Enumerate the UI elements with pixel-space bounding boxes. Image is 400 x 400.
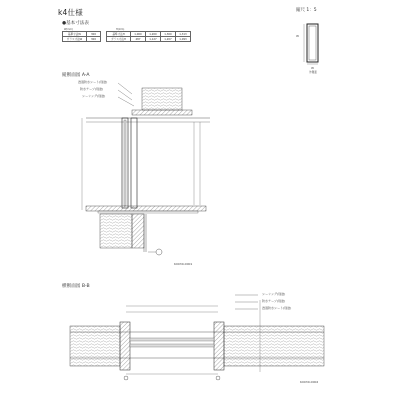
section-a-title: 縦断面図 A-A <box>62 73 90 78</box>
section-a-code: K0030-0001 <box>174 262 193 266</box>
table-group-w-label: W(mm) <box>64 28 73 31</box>
table-cell: 基準寸法W <box>63 32 87 37</box>
table-group-h-label: H(mm) <box>116 28 125 31</box>
leader-line <box>118 83 132 94</box>
table-cell: 基準寸法H <box>107 32 131 37</box>
frame-jamb-right <box>214 322 224 370</box>
page-title: k4仕様 <box>58 8 83 17</box>
table-cell: 1,313 <box>176 32 191 37</box>
table-cell: 1,093 <box>176 37 191 42</box>
section-mark <box>216 376 220 380</box>
dimension-table-heading: ●基本寸法表 <box>62 21 89 26</box>
callout-label: 防水テープ(別途) <box>80 87 104 91</box>
table-cell: 1,000 <box>131 32 146 37</box>
table-cell: 1,207 <box>161 37 176 42</box>
window-frame-inner <box>309 26 316 60</box>
glass-pane <box>130 338 214 341</box>
table-cell: 1,127 <box>146 37 161 42</box>
elevation-w-label: W <box>296 34 299 38</box>
callout-label: シーリング(別途) <box>82 94 106 98</box>
glass-pane <box>130 344 214 347</box>
table-cell: 1,300 <box>161 32 176 37</box>
section-mark <box>124 376 128 380</box>
lower-wall-stud <box>132 214 144 248</box>
section-mark <box>156 249 162 255</box>
elevation-foot-label: 外側面 <box>309 71 317 74</box>
scale-label: 縮尺 1：5 <box>296 8 317 13</box>
frame-jamb <box>131 118 137 208</box>
leader-line <box>118 97 134 106</box>
table-cell: ガラス寸法H <box>107 37 131 42</box>
section-b-title: 横断面図 B-B <box>62 284 90 289</box>
dimension-table <box>62 31 191 42</box>
head-member <box>132 110 192 115</box>
table-row <box>63 37 191 42</box>
window-elevation-diagram <box>296 20 336 70</box>
callout-label: シーリング(別途) <box>262 292 286 296</box>
sill-edge <box>98 211 198 213</box>
callout-label: 防水テープ(別途) <box>262 299 286 303</box>
table-cell: ガラス寸法W <box>63 37 87 42</box>
section-b-code: K0030-0002 <box>300 380 319 384</box>
table-cell: 300 <box>87 37 101 42</box>
callout-label: 透湿防水シート(別途) <box>262 306 292 310</box>
sill <box>86 206 206 211</box>
frame-jamb-left <box>120 322 130 370</box>
horizontal-section-diagram <box>60 292 350 384</box>
glass-pane <box>124 120 126 206</box>
upper-wall <box>142 88 182 110</box>
vertical-section-diagram <box>60 80 220 270</box>
table-cell: 487 <box>131 37 146 42</box>
lower-wall-outer <box>100 214 132 248</box>
elevation-bottom-label: W <box>311 66 314 70</box>
window-frame-outer <box>307 24 318 62</box>
table-cell: 1,200 <box>146 32 161 37</box>
leader-line <box>118 90 132 100</box>
table-cell: 300 <box>87 32 101 37</box>
callout-label: 透湿防水シート(別途) <box>78 80 108 84</box>
